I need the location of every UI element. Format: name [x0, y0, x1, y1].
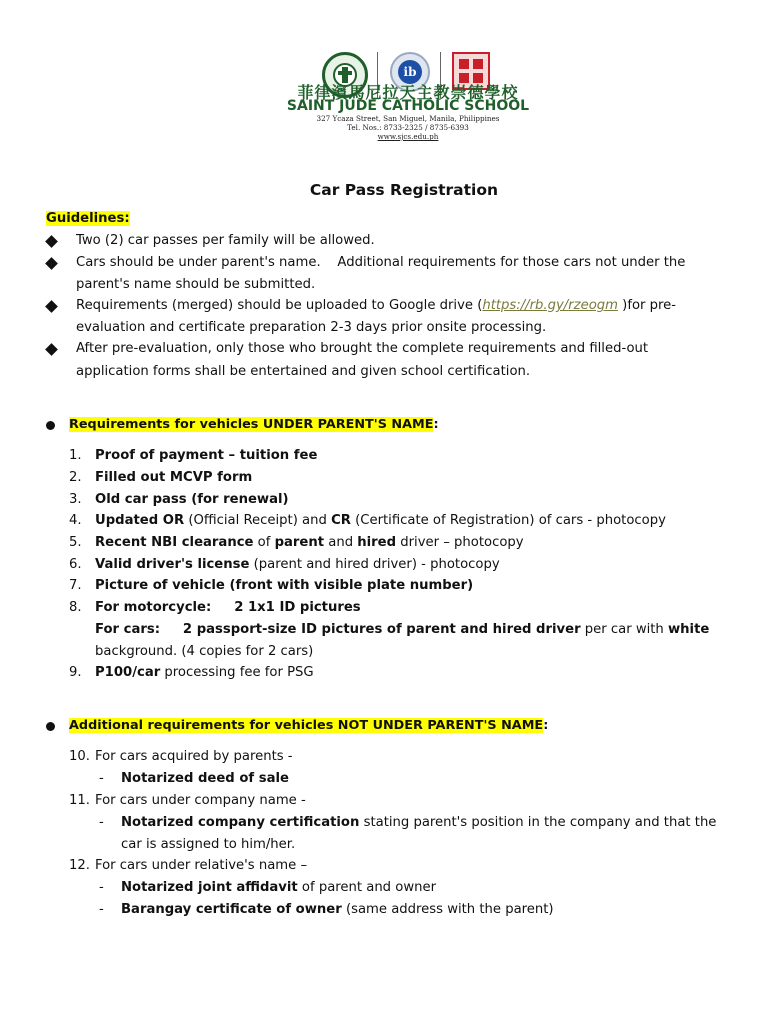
text-segment: Updated OR — [95, 513, 185, 528]
item-number: 3. — [69, 492, 82, 507]
dash-bullet: - — [99, 902, 104, 917]
guideline-item-continuation: evaluation and certificate preparation 2-3 days prior onsite processing. — [76, 320, 547, 335]
text-segment: Notarized joint affidavit — [121, 880, 298, 895]
item-number: 9. — [69, 665, 82, 680]
requirement-item — [95, 600, 361, 615]
text-segment: Valid driver's license — [95, 557, 250, 572]
page-title: Car Pass Registration — [309, 181, 499, 199]
text-segment: P100/car — [95, 665, 161, 680]
text-segment: car is assigned to him/her. — [121, 837, 296, 852]
text-segment: Barangay certificate of owner — [121, 902, 342, 917]
section-not-under-heading: Additional requirements for vehicles NOT UNDER PARENT'S NAME: — [69, 718, 549, 733]
guideline-item-continuation: parent's name should be submitted. — [76, 277, 316, 292]
requirement-item — [95, 749, 293, 764]
school-name: SAINT JUDE CATHOLIC SCHOOL — [286, 98, 530, 114]
dash-bullet: - — [99, 815, 104, 830]
text-segment: (Official Receipt) and — [184, 513, 332, 528]
item-number: 5. — [69, 535, 82, 550]
text-segment: For cars: 2 passport-size ID pictures of parent and hired driver — [95, 622, 581, 637]
dash-bullet: - — [99, 771, 104, 786]
requirement-item-continuation — [95, 644, 313, 659]
item-number: 11. — [69, 793, 90, 808]
requirement-item — [95, 448, 317, 463]
requirement-item — [95, 665, 314, 680]
text-segment: For cars acquired by parents - — [95, 749, 293, 764]
bullet-diamond-icon — [45, 300, 58, 313]
text-segment: driver – photocopy — [396, 535, 524, 550]
item-number: 1. — [69, 448, 82, 463]
requirement-item — [95, 858, 307, 873]
text-segment: (Certificate of Registration) of cars - photocopy — [350, 513, 666, 528]
text-segment: Picture of vehicle (front with visible plate number) — [95, 578, 474, 593]
text-segment: For cars under company name - — [95, 793, 306, 808]
requirement-item — [95, 492, 289, 507]
bullet-diamond-icon — [45, 343, 58, 356]
text-segment: For motorcycle: 2 1x1 ID pictures — [95, 600, 361, 615]
sub-requirement-item — [121, 771, 289, 786]
text-segment: per car with — [580, 622, 668, 637]
text-segment: white — [667, 622, 710, 637]
item-number: 7. — [69, 578, 82, 593]
sub-requirement-item — [121, 880, 436, 895]
bullet-dot-icon — [46, 722, 55, 731]
requirement-item — [95, 793, 306, 808]
text-segment: background. (4 copies for 2 cars) — [95, 644, 314, 659]
requirement-item — [95, 578, 473, 593]
school-website[interactable]: www.sjcs.edu.ph — [377, 132, 439, 141]
text-segment: Proof of payment – tuition fee — [95, 448, 318, 463]
bullet-diamond-icon — [45, 257, 58, 270]
ib-logo: ib — [390, 52, 430, 92]
requirement-item — [95, 513, 666, 528]
text-segment: stating parent's position in the company and that the — [359, 815, 717, 830]
guideline-item: After pre-evaluation, only those who brought the complete requirements and filled-out — [76, 341, 649, 356]
school-telephone: Tel. Nos.: 8733-2325 / 8735-6393 — [347, 123, 469, 132]
text-segment: of — [253, 535, 275, 550]
requirement-item — [95, 470, 252, 485]
section-under-heading: Requirements for vehicles UNDER PARENT'S NAME: — [69, 417, 439, 432]
item-number: 8. — [69, 600, 82, 615]
requirement-item-continuation — [95, 622, 709, 637]
text-segment: and — [324, 535, 358, 550]
item-number: 6. — [69, 557, 82, 572]
guideline-item-continuation: application forms shall be entertained and given school certification. — [76, 364, 531, 379]
guideline-item: Cars should be under parent's name. Additional requirements for those cars not under the — [76, 255, 686, 270]
text-segment: of parent and owner — [297, 880, 436, 895]
text-segment: CR — [331, 513, 351, 528]
text-segment: Notarized company certification — [121, 815, 360, 830]
item-number: 10. — [69, 749, 90, 764]
guidelines-heading: Guidelines: — [46, 211, 130, 226]
text-segment: processing fee for PSG — [160, 665, 314, 680]
text-segment: For cars under relative's name – — [95, 858, 308, 873]
guideline-item: Requirements (merged) should be uploaded to Google drive (https://rb.gy/rzeogm )for pre- — [76, 298, 677, 313]
item-number: 2. — [69, 470, 82, 485]
text-segment: parent — [274, 535, 325, 550]
text-segment: Notarized deed of sale — [121, 771, 289, 786]
requirement-item — [95, 535, 524, 550]
text-segment: hired — [357, 535, 397, 550]
sub-requirement-item — [121, 902, 554, 917]
text-segment: Recent NBI clearance — [95, 535, 254, 550]
school-address: 327 Ycaza Street, San Miguel, Manila, Philippines — [316, 114, 500, 123]
sub-requirement-continuation — [121, 837, 295, 852]
item-number: 4. — [69, 513, 82, 528]
school-chinese-name: 菲律濱馬尼拉天主教崇德學校 — [297, 83, 519, 102]
google-drive-link[interactable]: https://rb.gy/rzeogm — [482, 298, 618, 313]
sub-requirement-item — [121, 815, 716, 830]
text-segment: (parent and hired driver) - photocopy — [249, 557, 500, 572]
bullet-diamond-icon — [45, 235, 58, 248]
bullet-dot-icon — [46, 421, 55, 430]
item-number: 12. — [69, 858, 90, 873]
text-segment: Filled out MCVP form — [95, 470, 253, 485]
dash-bullet: - — [99, 880, 104, 895]
requirement-item — [95, 557, 500, 572]
text-segment: Old car pass (for renewal) — [95, 492, 289, 507]
text-segment: (same address with the parent) — [341, 902, 554, 917]
guideline-item: Two (2) car passes per family will be allowed. — [76, 233, 375, 248]
